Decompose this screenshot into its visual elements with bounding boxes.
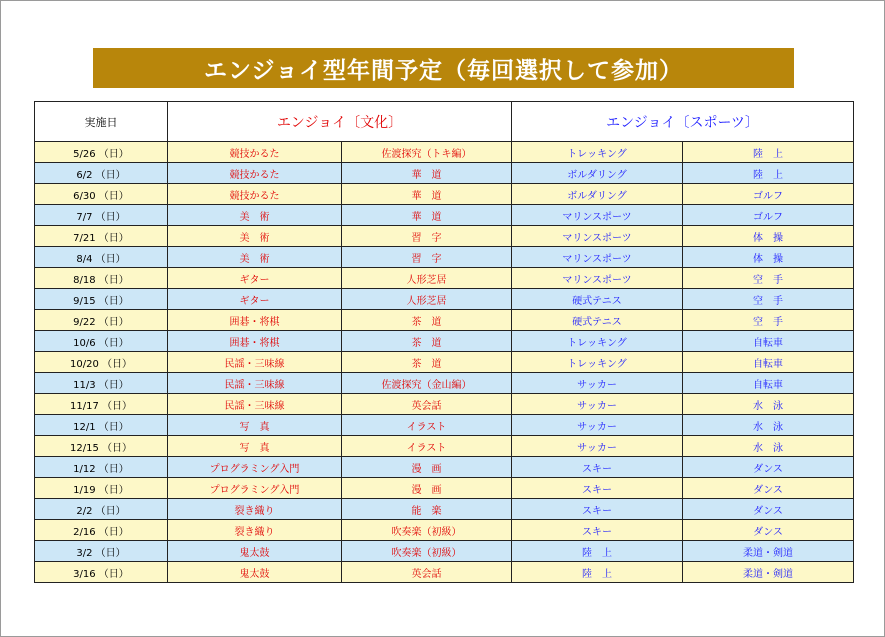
date-cell: 11/17 （日）	[35, 394, 168, 415]
culture-cell-1: ギター	[168, 268, 342, 289]
sports-cell-2: 体 操	[683, 247, 854, 268]
culture-cell-2: 茶 道	[342, 310, 512, 331]
culture-cell-2: 華 道	[342, 205, 512, 226]
date-cell: 6/30 （日）	[35, 184, 168, 205]
table-row	[35, 415, 854, 436]
date-cell: 5/26 （日）	[35, 142, 168, 163]
sports-cell-2: 体 操	[683, 226, 854, 247]
sports-cell-2: ゴルフ	[683, 184, 854, 205]
sports-cell-2: 自転車	[683, 352, 854, 373]
table-row	[35, 436, 854, 457]
culture-cell-1: 民謡・三味線	[168, 373, 342, 394]
sports-cell-2: 自転車	[683, 373, 854, 394]
sports-cell-2: 空 手	[683, 310, 854, 331]
sports-cell-2: 柔道・剣道	[683, 562, 854, 583]
date-cell: 7/7 （日）	[35, 205, 168, 226]
sports-cell-1: スキー	[512, 520, 683, 541]
culture-cell-1: 民謡・三味線	[168, 352, 342, 373]
date-cell: 10/6 （日）	[35, 331, 168, 352]
sports-cell-2: 自転車	[683, 331, 854, 352]
sports-cell-2: ダンス	[683, 520, 854, 541]
date-cell: 2/16 （日）	[35, 520, 168, 541]
date-cell: 12/15 （日）	[35, 436, 168, 457]
sports-cell-2: 陸 上	[683, 163, 854, 184]
header-culture: エンジョイ〔文化〕	[168, 102, 512, 142]
culture-cell-1: 競技かるた	[168, 184, 342, 205]
culture-cell-1: 美 術	[168, 226, 342, 247]
culture-cell-1: 鬼太鼓	[168, 541, 342, 562]
culture-cell-1: 裂き織り	[168, 520, 342, 541]
header-date: 実施日	[35, 102, 168, 142]
table-row	[35, 373, 854, 394]
culture-cell-2: 漫 画	[342, 478, 512, 499]
sports-cell-2: 水 泳	[683, 415, 854, 436]
sports-cell-1: トレッキング	[512, 352, 683, 373]
culture-cell-1: プログラミング入門	[168, 457, 342, 478]
date-cell: 9/15 （日）	[35, 289, 168, 310]
sports-cell-1: スキー	[512, 499, 683, 520]
table-row	[35, 520, 854, 541]
culture-cell-2: 華 道	[342, 184, 512, 205]
date-cell: 8/4 （日）	[35, 247, 168, 268]
culture-cell-1: 写 真	[168, 415, 342, 436]
table-row	[35, 226, 854, 247]
sports-cell-1: トレッキング	[512, 142, 683, 163]
table-row	[35, 352, 854, 373]
culture-cell-1: プログラミング入門	[168, 478, 342, 499]
culture-cell-2: 習 字	[342, 247, 512, 268]
table-row	[35, 163, 854, 184]
culture-cell-2: 英会話	[342, 562, 512, 583]
culture-cell-2: 茶 道	[342, 352, 512, 373]
schedule-table	[34, 101, 854, 583]
sports-cell-1: ボルダリング	[512, 163, 683, 184]
table-row	[35, 184, 854, 205]
sports-cell-2: 水 泳	[683, 394, 854, 415]
sports-cell-1: マリンスポーツ	[512, 268, 683, 289]
culture-cell-2: イラスト	[342, 436, 512, 457]
sports-cell-2: 陸 上	[683, 142, 854, 163]
culture-cell-1: 競技かるた	[168, 142, 342, 163]
culture-cell-1: 美 術	[168, 205, 342, 226]
sports-cell-1: サッカー	[512, 373, 683, 394]
table-row	[35, 562, 854, 583]
date-cell: 12/1 （日）	[35, 415, 168, 436]
header-row	[35, 102, 854, 142]
sports-cell-2: ダンス	[683, 499, 854, 520]
culture-cell-2: 漫 画	[342, 457, 512, 478]
date-cell: 6/2 （日）	[35, 163, 168, 184]
sports-cell-2: 空 手	[683, 289, 854, 310]
sports-cell-1: マリンスポーツ	[512, 205, 683, 226]
culture-cell-2: 習 字	[342, 226, 512, 247]
culture-cell-2: 佐渡探究（金山編）	[342, 373, 512, 394]
culture-cell-2: 華 道	[342, 163, 512, 184]
sports-cell-2: ダンス	[683, 478, 854, 499]
table-row	[35, 394, 854, 415]
table-row	[35, 541, 854, 562]
table-row	[35, 247, 854, 268]
date-cell: 10/20 （日）	[35, 352, 168, 373]
sports-cell-2: 柔道・剣道	[683, 541, 854, 562]
sports-cell-2: 水 泳	[683, 436, 854, 457]
culture-cell-2: 佐渡探究（トキ編）	[342, 142, 512, 163]
sports-cell-1: スキー	[512, 478, 683, 499]
date-cell: 1/12 （日）	[35, 457, 168, 478]
sports-cell-1: スキー	[512, 457, 683, 478]
sports-cell-1: サッカー	[512, 436, 683, 457]
culture-cell-1: 裂き織り	[168, 499, 342, 520]
culture-cell-1: 美 術	[168, 247, 342, 268]
table-row	[35, 205, 854, 226]
table-row	[35, 310, 854, 331]
sports-cell-2: ゴルフ	[683, 205, 854, 226]
culture-cell-1: 民謡・三味線	[168, 394, 342, 415]
culture-cell-2: 吹奏楽（初級）	[342, 520, 512, 541]
schedule-body	[35, 142, 854, 583]
sports-cell-1: マリンスポーツ	[512, 226, 683, 247]
culture-cell-1: 写 真	[168, 436, 342, 457]
culture-cell-2: 吹奏楽（初級）	[342, 541, 512, 562]
culture-cell-1: 囲碁・将棋	[168, 331, 342, 352]
table-row	[35, 457, 854, 478]
culture-cell-1: ギター	[168, 289, 342, 310]
table-row	[35, 142, 854, 163]
culture-cell-1: 競技かるた	[168, 163, 342, 184]
date-cell: 11/3 （日）	[35, 373, 168, 394]
date-cell: 7/21 （日）	[35, 226, 168, 247]
culture-cell-2: イラスト	[342, 415, 512, 436]
sports-cell-1: サッカー	[512, 415, 683, 436]
sports-cell-1: トレッキング	[512, 331, 683, 352]
date-cell: 9/22 （日）	[35, 310, 168, 331]
culture-cell-1: 鬼太鼓	[168, 562, 342, 583]
sports-cell-1: ボルダリング	[512, 184, 683, 205]
sports-cell-1: 陸 上	[512, 562, 683, 583]
sports-cell-2: ダンス	[683, 457, 854, 478]
culture-cell-1: 囲碁・将棋	[168, 310, 342, 331]
table-row	[35, 499, 854, 520]
sports-cell-1: サッカー	[512, 394, 683, 415]
page-title: エンジョイ型年間予定（毎回選択して参加）	[93, 48, 794, 88]
culture-cell-2: 人形芝居	[342, 289, 512, 310]
date-cell: 1/19 （日）	[35, 478, 168, 499]
culture-cell-2: 能 楽	[342, 499, 512, 520]
sports-cell-1: マリンスポーツ	[512, 247, 683, 268]
header-sports: エンジョイ〔スポーツ〕	[512, 102, 854, 142]
sports-cell-1: 硬式テニス	[512, 289, 683, 310]
table-row	[35, 331, 854, 352]
sports-cell-2: 空 手	[683, 268, 854, 289]
table-row	[35, 268, 854, 289]
culture-cell-2: 人形芝居	[342, 268, 512, 289]
table-row	[35, 478, 854, 499]
sports-cell-1: 硬式テニス	[512, 310, 683, 331]
culture-cell-2: 英会話	[342, 394, 512, 415]
culture-cell-2: 茶 道	[342, 331, 512, 352]
date-cell: 3/2 （日）	[35, 541, 168, 562]
sports-cell-1: 陸 上	[512, 541, 683, 562]
date-cell: 3/16 （日）	[35, 562, 168, 583]
date-cell: 8/18 （日）	[35, 268, 168, 289]
date-cell: 2/2 （日）	[35, 499, 168, 520]
table-row	[35, 289, 854, 310]
